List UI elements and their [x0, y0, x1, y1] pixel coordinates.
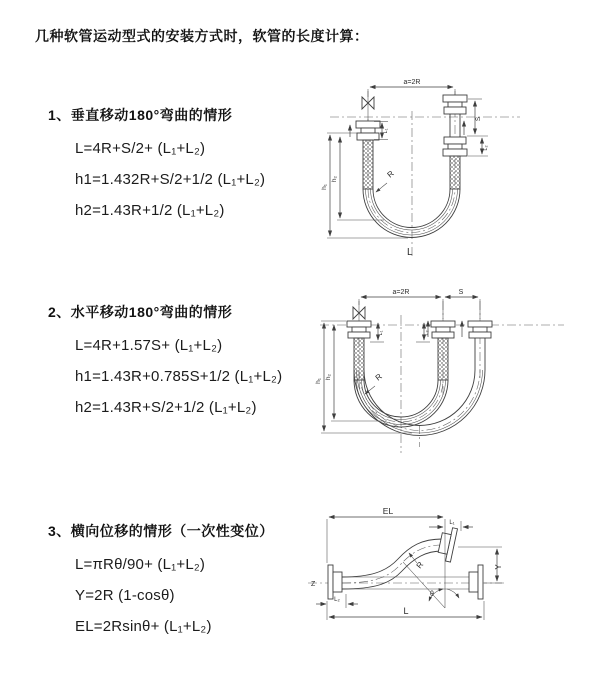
- dim-label-l2: L₂: [424, 330, 430, 336]
- left-flange: [328, 565, 342, 599]
- dim-label-h1: h₁: [321, 184, 328, 190]
- axis-label: Z: [311, 581, 316, 588]
- dimensions: [321, 79, 489, 258]
- dim-label-a2r: a=2R: [392, 289, 410, 296]
- section-2-heading: 2、水平移动180°弯曲的情形: [48, 304, 233, 320]
- dim-label-el: EL: [382, 506, 394, 516]
- length-label: L: [403, 606, 409, 616]
- section-lateral-displacement: [48, 521, 274, 649]
- formula-h1: h1=1.432R+S/2+1/2 (L₁+L₂): [75, 171, 266, 188]
- angle-label: θ: [430, 591, 434, 598]
- braided-hose-section: [438, 338, 448, 380]
- radius-label: R: [385, 168, 396, 180]
- dimensions: [315, 289, 480, 433]
- formula-L: L=πRθ/90+ (L₁+L₂): [75, 556, 206, 573]
- dim-label-h1: h₁: [315, 378, 322, 384]
- dim-label-stroke-s: S: [475, 116, 482, 122]
- dim-label-l2: L₂: [334, 597, 340, 603]
- dim-label-a2r: a=2R: [403, 79, 421, 86]
- dim-label-stroke-s: S: [458, 289, 464, 296]
- formula-h1: h1=1.43R+0.785S+1/2 (L₁+L₂): [75, 368, 283, 385]
- formula-L: L=4R+S/2+ (L₁+L₂): [75, 140, 206, 157]
- curved-hose-position2: [342, 539, 442, 589]
- dimensions: [316, 506, 503, 620]
- formula-h2: h2=1.43R+S/2+1/2 (L₁+L₂): [75, 399, 257, 416]
- formula-EL: EL=2Rsinθ+ (L₁+L₂): [75, 618, 212, 635]
- left-fitting: [347, 321, 371, 380]
- radius-label: R: [414, 560, 426, 571]
- diagram-horizontal-180-bend: [312, 285, 597, 460]
- middle-fitting: [431, 321, 455, 380]
- left-fitting: [356, 121, 380, 189]
- section-1-heading: 1、垂直移动180°弯曲的情形: [48, 107, 233, 123]
- dim-label-y: Y: [494, 564, 503, 570]
- dim-label-h2: h₂: [325, 373, 332, 381]
- formula-Y: Y=2R (1-cosθ): [75, 587, 175, 604]
- braided-hose-section: [354, 338, 364, 380]
- dim-label-l1: L₁: [383, 128, 389, 134]
- dim-label-l1: L₁: [449, 520, 455, 526]
- right-flange-position1: [469, 565, 483, 599]
- diagram-lateral-displacement: [300, 505, 600, 645]
- radius-label: R: [373, 371, 384, 383]
- formula-h2: h2=1.43R+1/2 (L₁+L₂): [75, 202, 225, 219]
- braided-hose-section: [363, 140, 373, 189]
- dim-label-h2: h₂: [331, 175, 338, 183]
- formula-L: L=4R+1.57S+ (L₁+L₂): [75, 337, 223, 354]
- right-fitting-two-positions: [443, 95, 467, 189]
- length-label: L: [407, 247, 413, 258]
- section-vertical-move: [48, 105, 265, 233]
- section-3-heading: 3、横向位移的情形（一次性变位）: [48, 523, 274, 539]
- right-fitting: [468, 321, 492, 370]
- dim-label-l2: L₂: [483, 145, 489, 151]
- hose-arcs: [363, 189, 460, 238]
- hose-arcs-position2: [354, 370, 485, 435]
- diagram-vertical-180-bend: [312, 75, 592, 260]
- braided-hose-section: [450, 156, 460, 189]
- dim-label-l1: L₁: [378, 330, 384, 336]
- right-flange-position2: [437, 526, 458, 562]
- page-title: 几种软管运动型式的安装方式时，软管的长度计算：: [35, 28, 369, 44]
- section-horizontal-move: [48, 302, 282, 430]
